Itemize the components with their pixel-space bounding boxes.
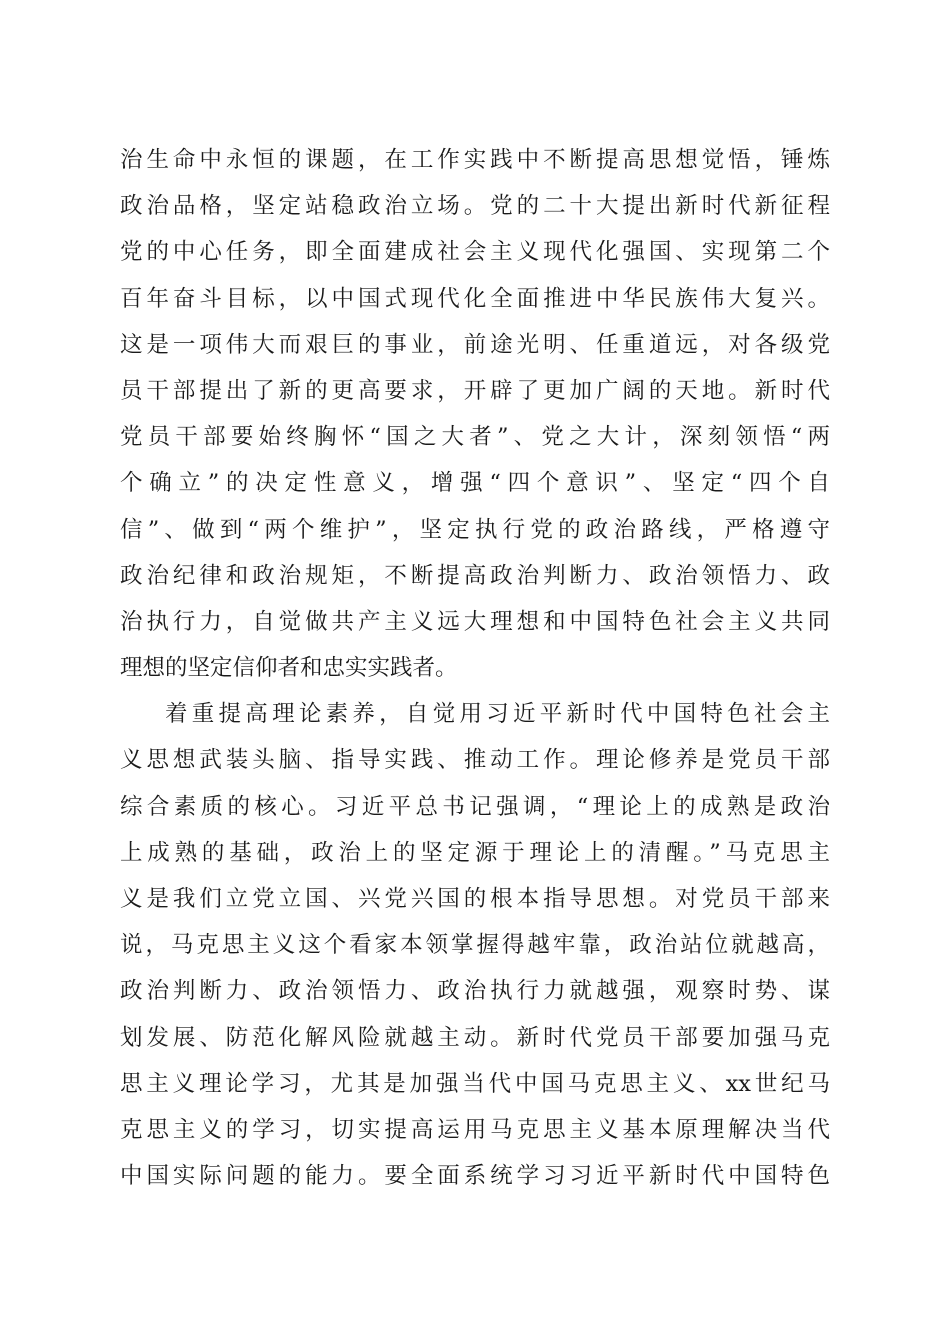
text-line-18: 说，马克思主义这个看家本领掌握得越牢靠，政治站位就越高， (120, 932, 830, 959)
text-line-21: 思主义理论学习，尤其是加强当代中国马克思主义、xx世纪马 (120, 1070, 830, 1097)
text-line-4: 百年奋斗目标，以中国式现代化全面推进中华民族伟大复兴。 (120, 285, 830, 312)
text-line-7: 党员干部要始终胸怀“国之大者”、党之大计，深刻领悟“两 (120, 424, 830, 451)
body-text (120, 137, 830, 1199)
text-line-2: 政治品格，坚定站稳政治立场。党的二十大提出新时代新征程 (120, 193, 830, 220)
text-line-1: 治生命中永恒的课题，在工作实践中不断提高思想觉悟，锤炼 (120, 147, 830, 173)
text-line-3: 党的中心任务，即全面建成社会主义现代化强国、实现第二个 (120, 239, 830, 266)
text-line-12: 理想的坚定信仰者和忠实实践者。 (120, 655, 458, 682)
text-line-5: 这是一项伟大而艰巨的事业，前途光明、任重道远，对各级党 (120, 331, 830, 358)
text-line-9: 信”、做到“两个维护”，坚定执行党的政治路线，严格遵守 (120, 516, 830, 543)
text-line-23: 中国实际问题的能力。要全面系统学习习近平新时代中国特色 (120, 1163, 830, 1190)
text-line-20: 划发展、防范化解风险就越主动。新时代党员干部要加强马克 (120, 1024, 830, 1051)
text-line-22: 克思主义的学习，切实提高运用马克思主义基本原理解决当代 (120, 1116, 830, 1143)
text-line-8: 个确立”的决定性意义，增强“四个意识”、坚定“四个自 (120, 470, 830, 497)
text-line-11: 治执行力，自觉做共产主义远大理想和中国特色社会主义共同 (120, 608, 830, 635)
text-line-6: 员干部提出了新的更高要求，开辟了更加广阔的天地。新时代 (120, 377, 830, 404)
text-line-14: 义思想武装头脑、指导实践、推动工作。理论修养是党员干部 (120, 747, 830, 774)
text-line-16: 上成熟的基础，政治上的坚定源于理论上的清醒。”马克思主 (120, 839, 830, 866)
text-line-13: 着重提高理论素养，自觉用习近平新时代中国特色社会主 (165, 701, 830, 728)
text-line-19: 政治判断力、政治领悟力、政治执行力就越强，观察时势、谋 (120, 978, 830, 1005)
text-line-17: 义是我们立党立国、兴党兴国的根本指导思想。对党员干部来 (120, 886, 830, 912)
text-line-10: 政治纪律和政治规矩，不断提高政治判断力、政治领悟力、政 (120, 562, 830, 589)
text-line-15: 综合素质的核心。习近平总书记强调，“理论上的成熟是政治 (120, 793, 830, 820)
